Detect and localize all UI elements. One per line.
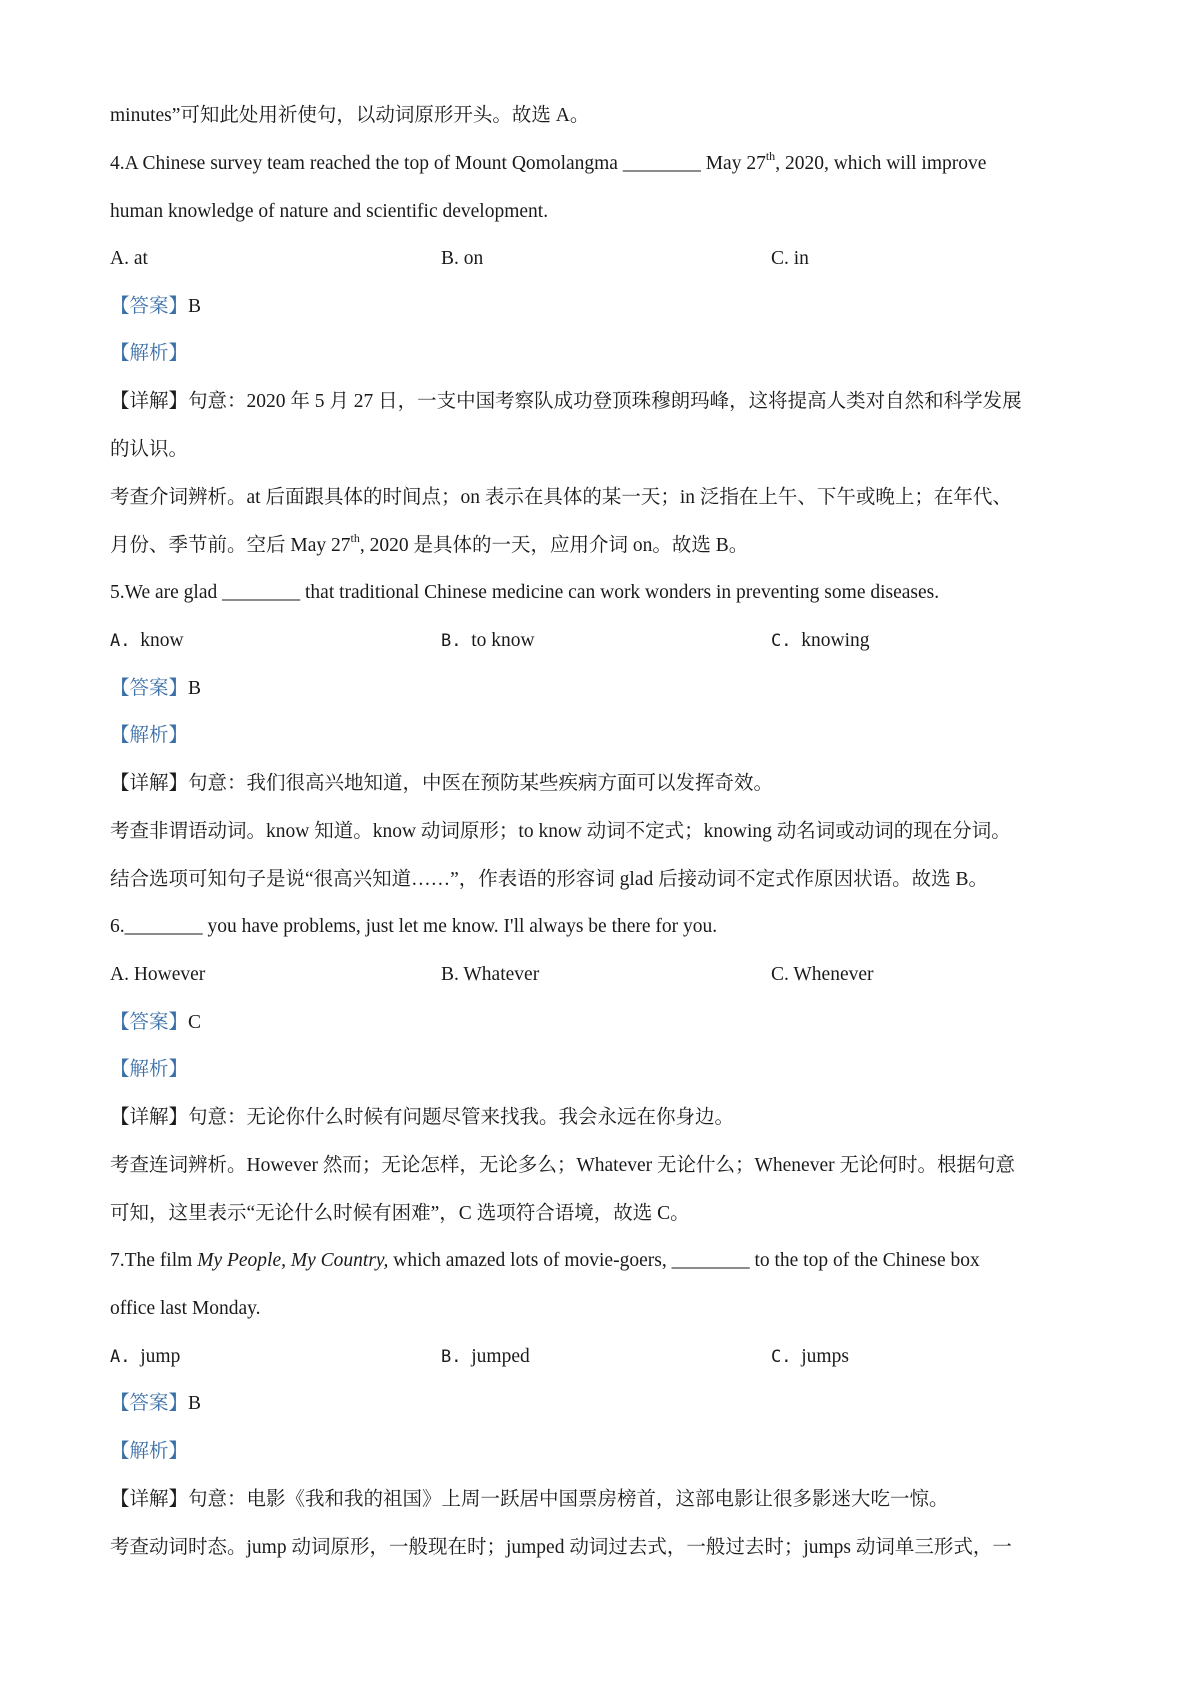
q7-option-c-letter: C. (771, 1347, 792, 1367)
q4-option-c: C. in (771, 248, 809, 269)
detail-tag: 【详解】 (110, 1107, 189, 1128)
q4-analysis-heading (110, 341, 1100, 367)
q4-stem-part-a: 4.A Chinese survey team reached the top of Mount Qomolangma ________ May 27 (110, 153, 766, 174)
detail-tag: 【详解】 (110, 773, 189, 794)
q6-answer-value: C (188, 1012, 202, 1033)
detail-tag: 【详解】 (110, 1489, 189, 1510)
q4-option-b: B. on (441, 248, 484, 269)
q4-answer-value: B (188, 296, 202, 317)
q4-explain-line2 (110, 533, 1100, 559)
q7-stem-part-b: which amazed lots of movie-goers, ________ to the top of the Chinese box (388, 1250, 980, 1271)
q7-explain-line1: 考查动词时态。jump 动词原形，一般现在时；jumped 动词过去式，一般过去时；jumps 动词单三形式，一 (110, 1537, 1012, 1558)
q3-explanation-tail: minutes”可知此处用祈使句，以动词原形开头。故选 A。 (110, 105, 590, 126)
q5-option-b-text: to know (471, 630, 535, 651)
q7-option-b (441, 1344, 530, 1370)
q4-detail-line1 (110, 389, 1100, 415)
q4-stem-part-b: , 2020, which will improve (775, 153, 987, 174)
q5-option-a-letter: A. (110, 631, 131, 651)
q5-analysis-heading (110, 723, 1100, 749)
q4-option-a: A. at (110, 248, 148, 269)
q4-answer (110, 294, 1100, 320)
q5-option-c (771, 628, 869, 654)
q7-option-b-letter: B. (441, 1347, 462, 1367)
q7-option-c (771, 1344, 849, 1370)
q7-option-a-text: jump (140, 1346, 181, 1367)
q7-option-a-letter: A. (110, 1347, 131, 1367)
q5-explain-line2: 结合选项可知句子是说“很高兴知道……”，作表语的形容词 glad 后接动词不定式作原因状语。故选 B。 (110, 869, 989, 890)
q7-detail (110, 1487, 1100, 1513)
answer-tag: 【答案】 (110, 1393, 189, 1414)
analysis-tag: 【解析】 (110, 1059, 189, 1080)
q6-option-c: C. Whenever (771, 964, 874, 985)
q6-stem: 6.________ you have problems, just let me know. I'll always be there for you. (110, 916, 718, 937)
q6-option-a: A. However (110, 964, 206, 985)
answer-tag: 【答案】 (110, 1012, 189, 1033)
q4-stem-sup: th (765, 149, 776, 163)
q7-film-title: My People, My Country, (197, 1250, 389, 1271)
q7-answer-value: B (188, 1393, 202, 1414)
q4-detail-line2: 的认识。 (110, 439, 189, 460)
q5-option-a-text: know (140, 630, 184, 651)
q6-detail (110, 1105, 1100, 1131)
q7-option-c-text: jumps (801, 1346, 849, 1367)
q7-stem-line2: office last Monday. (110, 1298, 261, 1319)
detail-tag: 【详解】 (110, 391, 189, 412)
q5-option-a (110, 628, 184, 654)
q5-option-c-text: knowing (801, 630, 870, 651)
q5-explain-line1: 考查非谓语动词。know 知道。know 动词原形；to know 动词不定式；knowing 动名词或动词的现在分词。 (110, 821, 1011, 842)
analysis-tag: 【解析】 (110, 1441, 189, 1462)
q4-detail-text: 句意：2020 年 5 月 27 日，一支中国考察队成功登顶珠穆朗玛峰，这将提高人类对自然和科学发展 (188, 391, 1022, 412)
q5-answer-value: B (188, 678, 202, 699)
q4-stem-line2: human knowledge of nature and scientific development. (110, 201, 549, 222)
q5-detail (110, 771, 1100, 797)
q5-stem: 5.We are glad ________ that traditional Chinese medicine can work wonders in preventing some diseases. (110, 582, 940, 603)
q6-detail-text: 句意：无论你什么时候有问题尽管来找我。我会永远在你身边。 (188, 1107, 735, 1128)
q4-explain-part-b: , 2020 是具体的一天，应用介词 on。故选 B。 (359, 535, 749, 556)
q5-detail-text: 句意：我们很高兴地知道，中医在预防某些疾病方面可以发挥奇效。 (188, 773, 774, 794)
q6-explain-line2: 可知，这里表示“无论什么时候有困难”，C 选项符合语境，故选 C。 (110, 1203, 690, 1224)
q4-explain-line1: 考查介词辨析。at 后面跟具体的时间点；on 表示在具体的某一天；in 泛指在上午、下午或晚上；在年代、 (110, 487, 1012, 508)
q5-option-b (441, 628, 535, 654)
q6-explain-line1: 考查连词辨析。However 然而；无论怎样，无论多么；Whatever 无论什么；Whenever 无论何时。根据句意 (110, 1155, 1015, 1176)
q4-explain-part-a: 月份、季节前。空后 May 27 (110, 535, 351, 556)
q6-answer (110, 1010, 1100, 1036)
q5-answer (110, 676, 1100, 702)
q5-option-b-letter: B. (441, 631, 462, 651)
answer-tag: 【答案】 (110, 296, 189, 317)
q6-analysis-heading (110, 1057, 1100, 1083)
q6-option-b: B. Whatever (441, 964, 540, 985)
q5-option-c-letter: C. (771, 631, 792, 651)
q7-option-a (110, 1344, 180, 1370)
analysis-tag: 【解析】 (110, 343, 189, 364)
q7-analysis-heading (110, 1439, 1100, 1465)
q7-stem-part-a: 7.The film (110, 1250, 198, 1271)
q4-explain-sup: th (350, 531, 360, 545)
analysis-tag: 【解析】 (110, 725, 189, 746)
q4-stem-line1 (110, 151, 1100, 177)
q7-stem-line1 (110, 1248, 1100, 1274)
q7-detail-text: 句意：电影《我和我的祖国》上周一跃居中国票房榜首，这部电影让很多影迷大吃一惊。 (188, 1489, 949, 1510)
q7-option-b-text: jumped (471, 1346, 530, 1367)
answer-tag: 【答案】 (110, 678, 189, 699)
q7-answer (110, 1391, 1100, 1417)
